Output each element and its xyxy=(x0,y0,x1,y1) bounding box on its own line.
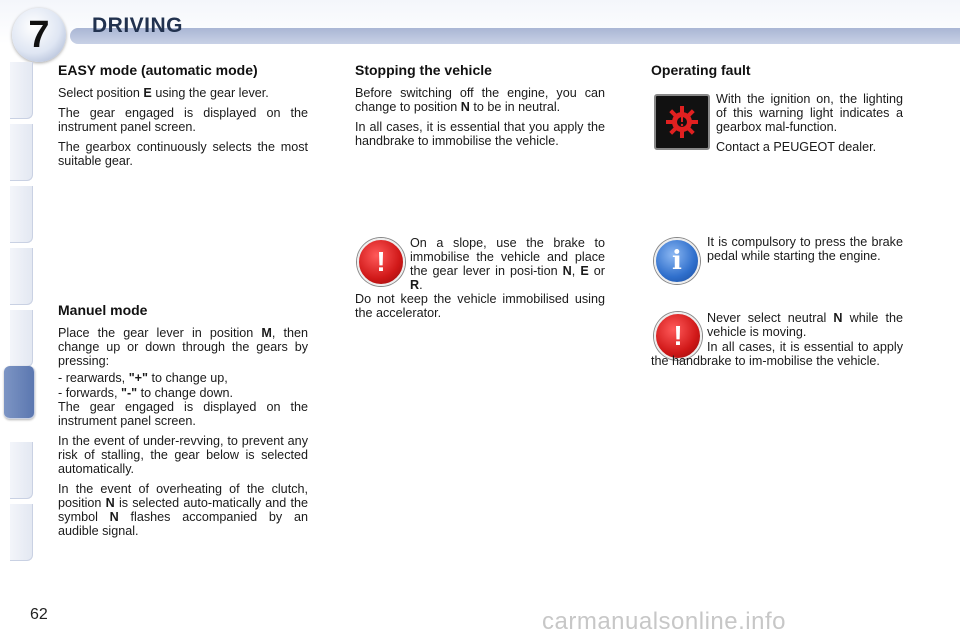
info-text xyxy=(707,235,903,269)
exclamation-icon: ! xyxy=(654,312,702,360)
chapter-tab-8[interactable] xyxy=(10,442,33,499)
manual-mode-p3: In the event of under-revving, to prevent any risk of stalling, the gear below is selected automatically. xyxy=(58,434,308,476)
easy-mode-p3: The gearbox continuously selects the most suitable gear. xyxy=(58,140,308,168)
position-n: N xyxy=(460,100,470,114)
position-e: E xyxy=(580,264,589,278)
text-run: to be in neutral. xyxy=(469,100,561,114)
text-run: to change down. xyxy=(137,386,234,400)
exclamation-icon: ! xyxy=(357,238,405,286)
text-run: Never select neutral xyxy=(707,311,834,325)
chapter-number-badge xyxy=(12,8,66,62)
text-run: to change up, xyxy=(147,371,228,385)
minus-symbol: "-" xyxy=(120,386,138,400)
text-run: Before switching off the engine, you can change to position xyxy=(355,86,605,114)
text-run: Place the gear lever in position xyxy=(58,326,262,340)
fault-p1: With the ignition on, the lighting of this warning light indicates a gearbox mal-function. xyxy=(716,92,903,134)
page-number: 62 xyxy=(30,606,48,623)
easy-mode-p1 xyxy=(58,86,308,100)
text-run: On a slope, use the brake to immobilise the vehicle and place the gear lever in posi-tion xyxy=(410,236,605,278)
info-p1: It is compulsory to press the brake pedal while starting the engine. xyxy=(707,235,903,263)
manual-mode-p2: The gear engaged is displayed on the instrument panel screen. xyxy=(58,400,308,428)
manual-mode-heading: Manuel mode xyxy=(58,302,148,318)
chapter-tab-4[interactable] xyxy=(10,248,33,305)
operating-fault-section xyxy=(651,63,903,86)
easy-mode-p2: The gear engaged is displayed on the instrument panel screen. xyxy=(58,106,308,134)
manual-mode-section xyxy=(58,303,308,544)
chapter-tab-7-active[interactable] xyxy=(4,366,35,419)
watermark: carmanualsonline.info xyxy=(542,608,786,635)
position-e: E xyxy=(143,86,152,100)
chapter-tabs xyxy=(0,62,34,582)
text-run: while the vehicle is moving. xyxy=(707,311,903,339)
position-n: N xyxy=(562,264,572,278)
fault-text xyxy=(716,92,903,160)
position-n: N xyxy=(833,311,843,325)
chapter-number: 7 xyxy=(28,13,50,56)
text-run: using the gear lever. xyxy=(151,86,269,100)
plus-symbol: "+" xyxy=(128,371,148,385)
chapter-tab-3[interactable] xyxy=(10,186,33,243)
fault-p2: Contact a PEUGEOT dealer. xyxy=(716,140,877,154)
chapter-tab-1[interactable] xyxy=(10,62,33,119)
text-run: is selected auto-matically and the symbol xyxy=(58,496,308,524)
text-run: In the event of overheating of the clutch, position xyxy=(58,482,308,510)
accelerator-note-p: Do not keep the vehicle immobilised using the accelerator. xyxy=(355,292,605,320)
gearbox-warning-icon xyxy=(654,94,710,150)
manual-mode-item-down xyxy=(58,386,308,400)
easy-mode-section xyxy=(58,63,308,174)
text-run: Select position xyxy=(58,86,144,100)
slope-warning-text xyxy=(410,236,605,292)
text-run: . xyxy=(419,278,423,292)
easy-mode-heading: EASY mode (automatic mode) xyxy=(58,62,258,78)
chapter-tab-5[interactable] xyxy=(10,310,33,367)
accelerator-note xyxy=(355,292,605,326)
manual-mode-p1 xyxy=(58,326,308,368)
text-run: or xyxy=(588,264,605,278)
chapter-title: DRIVING xyxy=(92,14,184,37)
position-r: R xyxy=(410,278,420,292)
symbol-n: N xyxy=(109,510,119,524)
text-run: , xyxy=(571,264,581,278)
header-bar xyxy=(70,28,960,44)
handbrake-note xyxy=(651,340,903,374)
info-icon: i xyxy=(654,238,700,284)
position-n: N xyxy=(105,496,115,510)
manual-mode-item-up xyxy=(58,371,308,385)
neutral-warning-p2: In all cases, it is essential to apply the handbrake to im-mobilise the vehicle. xyxy=(651,340,903,368)
manual-mode-p4 xyxy=(58,482,308,538)
slope-warning-p xyxy=(410,236,605,292)
chapter-tab-2[interactable] xyxy=(10,124,33,181)
text-run: - rearwards, xyxy=(58,371,129,385)
neutral-warning-p1 xyxy=(707,311,903,339)
stopping-section xyxy=(355,63,605,154)
chapter-tab-9[interactable] xyxy=(10,504,33,561)
operating-fault-heading: Operating fault xyxy=(651,62,751,78)
text-run: , then change up or down through the gears by pressing: xyxy=(58,326,308,368)
text-run: - forwards, xyxy=(58,386,121,400)
stopping-p2: In all cases, it is essential that you apply the handbrake to immobilise the vehicle. xyxy=(355,120,605,148)
stopping-heading: Stopping the vehicle xyxy=(355,62,492,78)
text-run: flashes accompanied by an audible signal. xyxy=(58,510,308,538)
stopping-p1 xyxy=(355,86,605,114)
position-m: M xyxy=(261,326,272,340)
